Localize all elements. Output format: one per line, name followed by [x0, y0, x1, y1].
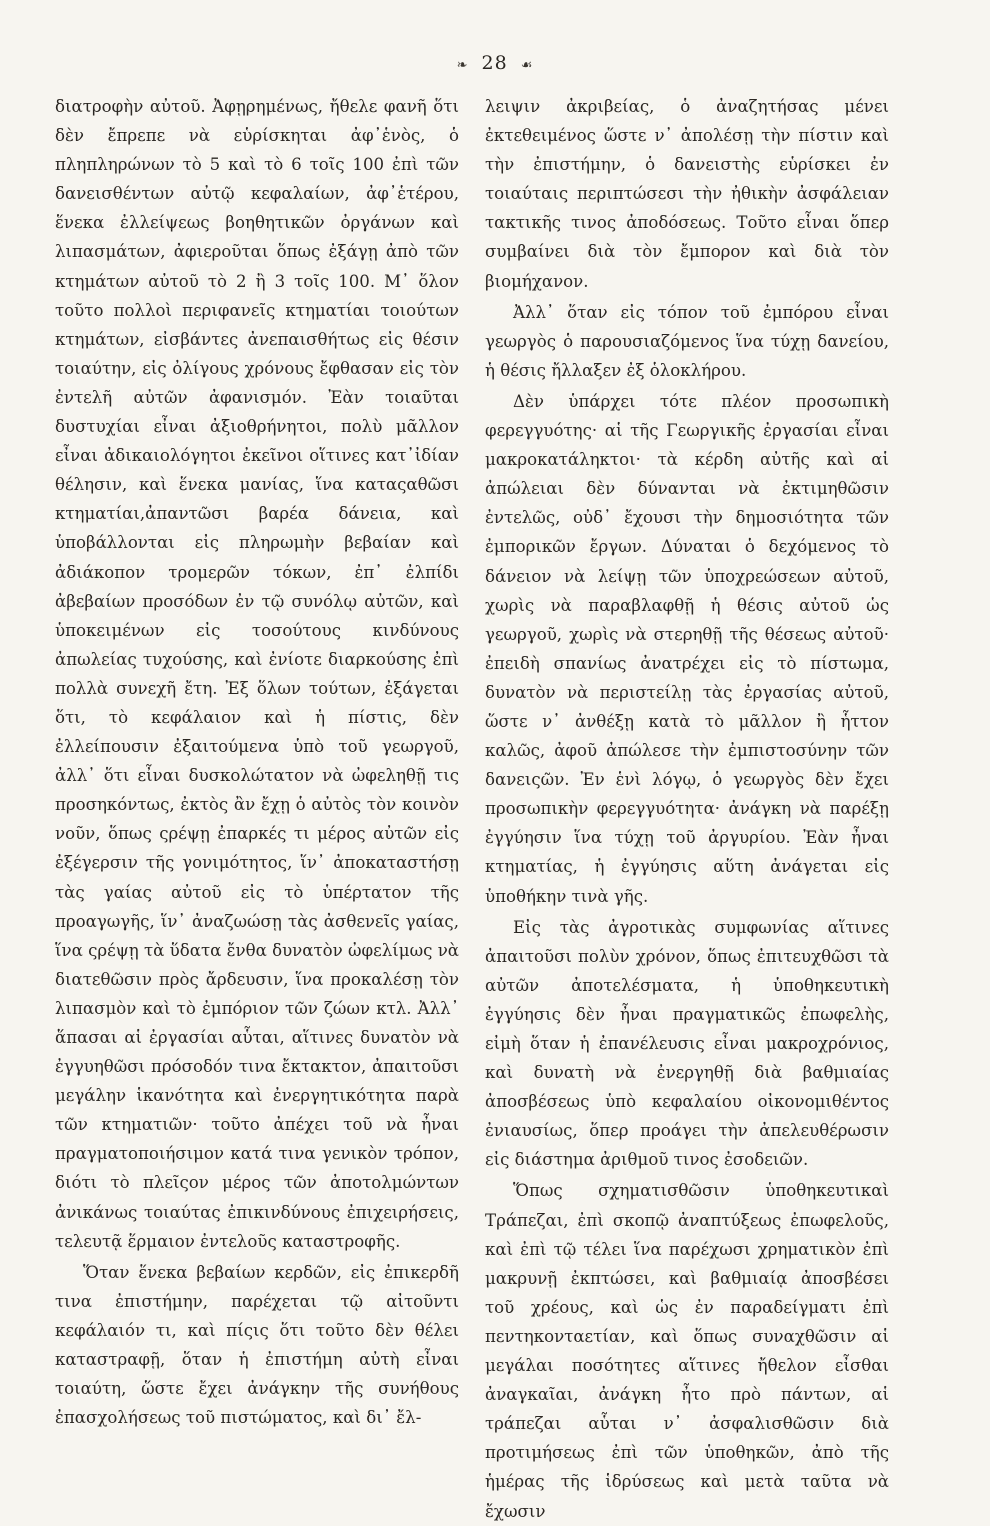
paragraph: Ὅπως σχηματισθῶσιν ὑποθηκευτικαὶ Τράπεζαι, ἐπὶ σκοπῷ ἀναπτύξεως ἐπωφελοῦς, καὶ ἐπὶ τῷ τέλει ἵνα παρέχωσι χρηματικὸν ἐπὶ μακρυνῇ ἐκπτώσει, καὶ βαθμιαίᾳ ἀποσβέσει τοῦ χρέους, καὶ ὡς ἐν παραδείγματι ἐπὶ πεντηκονταετίαν, καὶ ὅπως συναχθῶσιν αἱ μεγάλαι ποσότητες αἵτινες ἤθελον εἶσθαι ἀναγκαῖαι, ἀνάγκη ἦτο πρὸ πάντων, αἱ τράπεζαι αὗται ν᾽ ἀσφαλισθῶσιν διὰ προτιμήσεως ἐπὶ τῶν ὑποθηκῶν, ἀπὸ τῆς ἡμέρας τῆς ἱδρύσεως καὶ μετὰ ταῦτα νὰ ἔχωσιν	[485, 1181, 889, 1521]
paragraph: διατροφὴν αὐτοῦ. Ἀφῃρημένως, ἤθελε φανῆ ὅτι δὲν ἔπρεπε νὰ εὑρίσκηται ἀφ᾽ἑνὸς, ὁ πληπληρώνων τὸ 5 καὶ τὸ 6 τοῖς 100 ἐπὶ τῶν δανεισθέντων αὐτῷ κεφαλαίων, ἀφ᾽ἑτέρου, ἕνεκα ἐλλείψεως βοηθητικῶν ὀργάνων καὶ λιπασμάτων, ἀφιεροῦται ὅπως ἐξάγῃ ἀπὸ τῶν κτημάτων αὐτοῦ τὸ 2 ἢ 3 τοῖς 100. Μ᾽ ὅλον τοῦτο πολλοὶ περιφανεῖς κτηματίαι τοιούτων κτημάτων, εἰσβάντες ἀνεπαισθήτως εἰς θέσιν τοιαύτην, εἰς ὀλίγους χρόνους ἔφθασαν εἰς τὸν ἐντελῆ αὐτῶν ἀφανισμόν. Ἐὰν τοιαῦται δυστυχίαι εἶναι ἀξιοθρήνητοι, πολὺ μᾶλλον εἶναι ἀδικαιολόγητοι ἐκεῖνοι οἵτινες κατ᾽ἰδίαν θέλησιν, καὶ ἕνεκα μανίας, ἵνα καταςαθῶσι κτηματίαι,ἀπαντῶσι βαρέα δάνεια, καὶ ὑποβάλλονται εἰς πληρωμὴν βεβαίαν καὶ ἀδιάκοπον τρομερῶν τόκων, ἐπ᾽ ἐλπίδι ἀβεβαίων προσόδων ἐν τῷ συνόλῳ αὐτῶν, καὶ ὑποκειμένων εἰς τοσούτους κινδύνους ἀπωλείας τυχούσης, καὶ ἐνίοτε διαρκούσης ἐπὶ πολλὰ συνεχῆ ἔτη. Ἐξ ὅλων τούτων, ἐξάγεται ὅτι, τὸ κεφάλαιον καὶ ἡ πίστις, δὲν ἐλλείπουσιν ἐξαιτούμενα ὑπὸ τοῦ γεωργοῦ, ἀλλ᾽ ὅτι εἶναι δυσκολώτατον νὰ ὠφεληθῇ τις προσηκόντως, ἐκτὸς ἂν ἔχῃ ὁ αὐτὸς τὸν κοινὸν νοῦν, ὅπως ςρέψῃ ἐπαρκές τι μέρος αὐτῶν εἰς ἐξέγερσιν τῆς γονιμότητος, ἵν᾽ ἀποκαταστήσῃ τὰς γαίας αὐτοῦ εἰς τὸ ὑπέρτατον τῆς προαγωγῆς, ἵν᾽ ἀναζωώσῃ τὰς ἀσθενεῖς γαίας, ἵνα ςρέψῃ τὰ ὕδατα ἔνθα δυνατὸν ὠφελίμως νὰ διατεθῶσιν πρὸς ἄρδευσιν, ἵνα προκαλέσῃ τὸν λιπασμὸν καὶ τὸ ἐμπόριον τῶν ζώων κτλ. Ἀλλ᾽ ἅπασαι αἱ ἐργασίαι αὗται, αἵτινες δυνατὸν νὰ ἐγγυηθῶσι πρόσοδόν τινα ἔκτακτον, ἀπαιτοῦσι μεγάλην ἱκανότητα καὶ ἐνεργητικότητα παρὰ τῶν κτηματιῶν· τοῦτο ἀπέχει τοῦ νὰ ἦναι πραγματοποιήσιμον κατά τινα γενικὸν τρόπον, διότι τὸ πλεῖςον μέρος τῶν ἀποτολμώντων ἀνικάνως τοιαύτας ἐπικινδύνους ἐπιχειρήσεις, τελευτᾷ ἕρμαιον ἐντελοῦς καταστροφῆς.	[55, 97, 459, 1251]
paragraph: Ὅταν ἕνεκα βεβαίων κερδῶν, εἰς ἐπικερδῆ τινα ἐπιστήμην, παρέχεται τῷ αἰτοῦντι κεφάλαιόν τι, καὶ πίςις ὅτι τοῦτο δὲν θέλει καταστραφῇ, ὅταν ἡ ἐπιστήμη αὐτὴ εἶναι τοιαύτη, ὥστε ἔχει ἀνάγκην τῆς συνήθους ἐπασχολήσεως τοῦ πιστώματος, καὶ δι᾽ ἔλ-	[55, 1262, 459, 1428]
paragraph: Δὲν ὑπάρχει τότε πλέον προσωπικὴ φερεγγυότης· αἱ τῆς Γεωργικῆς ἐργασίαι εἶναι μακροκατάληκτοι· τὰ κέρδη αὐτῆς καὶ αἱ ἀπώλειαι δὲν δύνανται νὰ ἐκτιμηθῶσιν ἐντελῶς, οὐδ᾽ ἔχουσι τὴν δημοσιότητα τῶν ἐμπορικῶν ἔργων. Δύναται ὁ δεχόμενος τὸ δάνειον νὰ λείψῃ τῶν ὑποχρεώσεων αὐτοῦ, χωρὶς νὰ παραβλαφθῇ ἡ θέσις αὐτοῦ ὡς γεωργοῦ, χωρὶς νὰ στερηθῇ τῆς θέσεως αὐτοῦ· ἐπειδὴ σπανίως ἀνατρέχει εἰς τὸ πίστωμα, δυνατὸν νὰ περιστείλῃ τὰς ἐργασίας αὐτοῦ, ὥστε ν᾽ ἀνθέξῃ κατὰ τὸ μᾶλλον ἢ ἧττον καλῶς, ἀφοῦ ἀπώλεσε τὴν ἐμπιστοσύνην τῶν δανειςῶν. Ἐν ἑνὶ λόγῳ, ὁ γεωργὸς δὲν ἔχει προσωπικὴν φερεγγυότητα· ἀνάγκη νὰ παρέξῃ ἐγγύησιν ἵνα τύχῃ τοῦ ἀργυρίου. Ἐὰν ἦναι κτηματίας, ἡ ἐγγύησις αὕτη ἀνάγεται εἰς ὑποθήκην τινὰ γῆς.	[485, 391, 889, 906]
page-header	[0, 52, 990, 74]
ornament-right-icon: ☙	[520, 58, 534, 73]
paragraph: Εἰς τὰς ἀγροτικὰς συμφωνίας αἵτινες ἀπαιτοῦσι πολὺν χρόνον, ὅπως ἐπιτευχθῶσι τὰ αὐτῶν ἀποτελέσματα, ἡ ὑποθηκευτικὴ ἐγγύησις δὲν ἦναι πραγματικῶς ἐπωφελὴς, εἰμὴ ὅταν ἡ ἐπανέλευσις εἶναι μακροχρόνιος, καὶ δυνατὴ νὰ ἐνεργηθῇ διὰ βαθμιαίας ἀποσβέσεως ὑπὸ κεφαλαίου οἰκονομιθέντος ἐνιαυσίως, ὅπερ προάγει τὴν ἀπελευθέρωσιν εἰς διάστημα ἀριθμοῦ τινος ἐσοδειῶν.	[485, 917, 889, 1170]
paragraph: λειψιν ἀκριβείας, ὁ ἀναζητήσας μένει ἐκτεθειμένος ὥστε ν᾽ ἀπολέσῃ τὴν πίστιν καὶ τὴν ἐπιστήμην, ὁ δανειστὴς εὑρίσκει ἐν τοιαύταις περιπτώσεσι τὴν ἠθικὴν ἀσφάλειαν τακτικῆς τινος ἀποδόσεως. Τοῦτο εἶναι ὅπερ συμβαίνει διὰ τὸν ἔμπορον καὶ διὰ τὸν βιομήχανον.	[485, 97, 889, 291]
ornament-left-icon: ❧	[456, 58, 469, 73]
page-number: 28	[481, 52, 508, 74]
left-column	[55, 92, 459, 1432]
paragraph: Ἀλλ᾽ ὅταν εἰς τόπον τοῦ ἐμπόρου εἶναι γεωργὸς ὁ παρουσιαζόμενος ἵνα τύχῃ δανείου, ἡ θέσις ἤλλαξεν ἐξ ὁλοκλήρου.	[485, 302, 889, 380]
right-column	[485, 92, 889, 1526]
